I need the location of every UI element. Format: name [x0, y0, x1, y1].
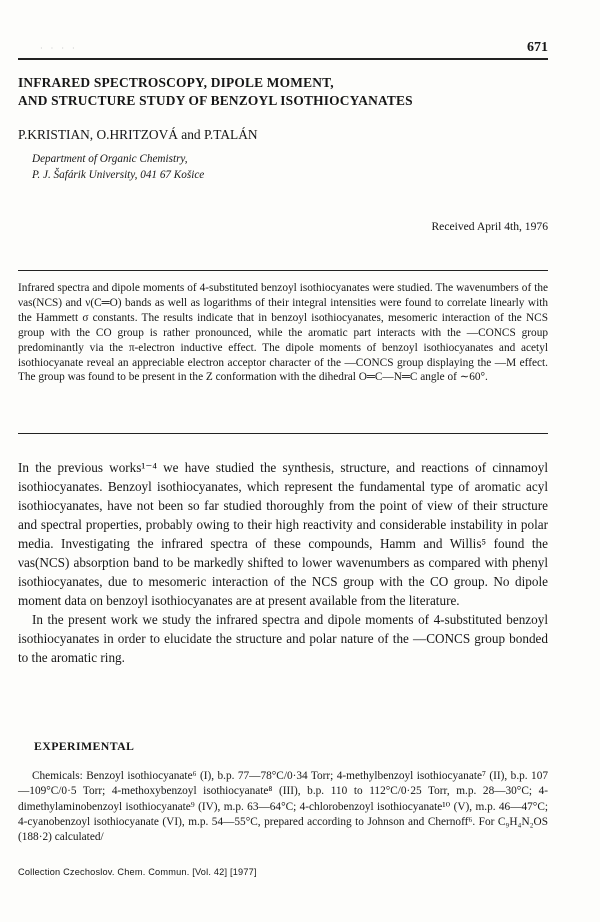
experimental-paragraph: Chemicals: Benzoyl isothiocyanate⁶ (I), b.p. 77—78°C/0·34 Torr; 4-methylbenzoyl isothiocyanate⁷ (II), b.p. 107—109°C/0·5 Torr; 4-methoxybenzoyl isothiocyanate⁸ (III), b.p. 110 to 112°C/0·25 Torr, m.p. 28—30°C; 4-dimethylaminobenzoyl isothiocyanate⁹ (IV), m.p. 63—64°C; 4-chlorobenzoyl isothiocyanate¹⁰ (V), m.p. 46—47°C; 4-cyanobenzoyl isothiocyanate (VI), m.p. 54—55°C, prepared according to Johnson and Chernoff⁶. For C₉H₄N₂OS (188·2) calculated/ — [18, 770, 548, 844]
affiliation-line-1: Department of Organic Chemistry, — [32, 153, 188, 165]
abstract-bottom-rule — [18, 433, 548, 434]
abstract-top-rule — [18, 270, 548, 271]
journal-footer: Collection Czechoslov. Chem. Commun. [Vol. 42] [1977] — [18, 867, 257, 877]
title-line-1: INFRARED SPECTROSCOPY, DIPOLE MOMENT, — [18, 75, 334, 90]
header-rule — [18, 58, 548, 60]
page-number: 671 — [527, 40, 548, 55]
abstract: Infrared spectra and dipole moments of 4-substituted benzoyl isothiocyanates were studied. The wavenumbers of the νas(NCS) and ν(C═O) bands as well as logarithms of their integral intensities were found to correlate linearly with the Hammett σ constants. The results indicate that in benzoyl isothiocyanates, mesomeric interaction of the NCS group with the CO group is rather pronounced, while the aromatic part interacts with the —CONCS group predominantly via the π-electron inductive effect. The dipole moments of benzoyl isothiocyanates and acetyl isothiocyanate reveal an appreciable electron acceptor character of the —CONCS group displaying the —M effect. The group was found to be present in the Z conformation with the dihedral O═C—N═C angle of ∼60°. — [18, 282, 548, 384]
author-list: P.KRISTIAN, O.HRITZOVÁ and P.TALÁN — [18, 127, 258, 142]
body-paragraph-2: In the present work we study the infrared spectra and dipole moments of 4-substituted benzoyl isothiocyanates in order to elucidate the structure and polar nature of the —CONCS group bonded to the aromatic ring. — [18, 612, 548, 665]
body-paragraph-1: In the previous works¹⁻⁴ we have studied the synthesis, structure, and reactions of cinnamoyl isothiocyanates. Benzoyl isothiocyanates, which represent the fundamental type of aromatic acyl isothiocyanates, have not been so far studied thoroughly from the point of view of their structure and spectral properties, probably owing to their high reactivity and considerable instability in polar media. Investigating the infrared spectra of these compounds, Hamm and Willis⁵ found the νas(NCS) absorption band to be markedly shifted to lower wavenumbers as compared with phenyl isothiocyanates, due to mesomeric interaction of the NCS group with the CO group. No dipole moment data on benzoyl isothiocyanates are at present available from the literature. — [18, 460, 548, 608]
header-smudge: · · · · — [40, 44, 78, 53]
affiliation-line-2: P. J. Šafárik University, 041 67 Košice — [32, 169, 205, 181]
affiliation — [32, 151, 204, 183]
title-line-2: AND STRUCTURE STUDY OF BENZOYL ISOTHIOCYANATES — [18, 93, 413, 108]
article-title — [18, 74, 578, 110]
section-heading: EXPERIMENTAL — [34, 739, 135, 753]
introduction — [18, 458, 548, 667]
received-date: Received April 4th, 1976 — [431, 220, 548, 233]
